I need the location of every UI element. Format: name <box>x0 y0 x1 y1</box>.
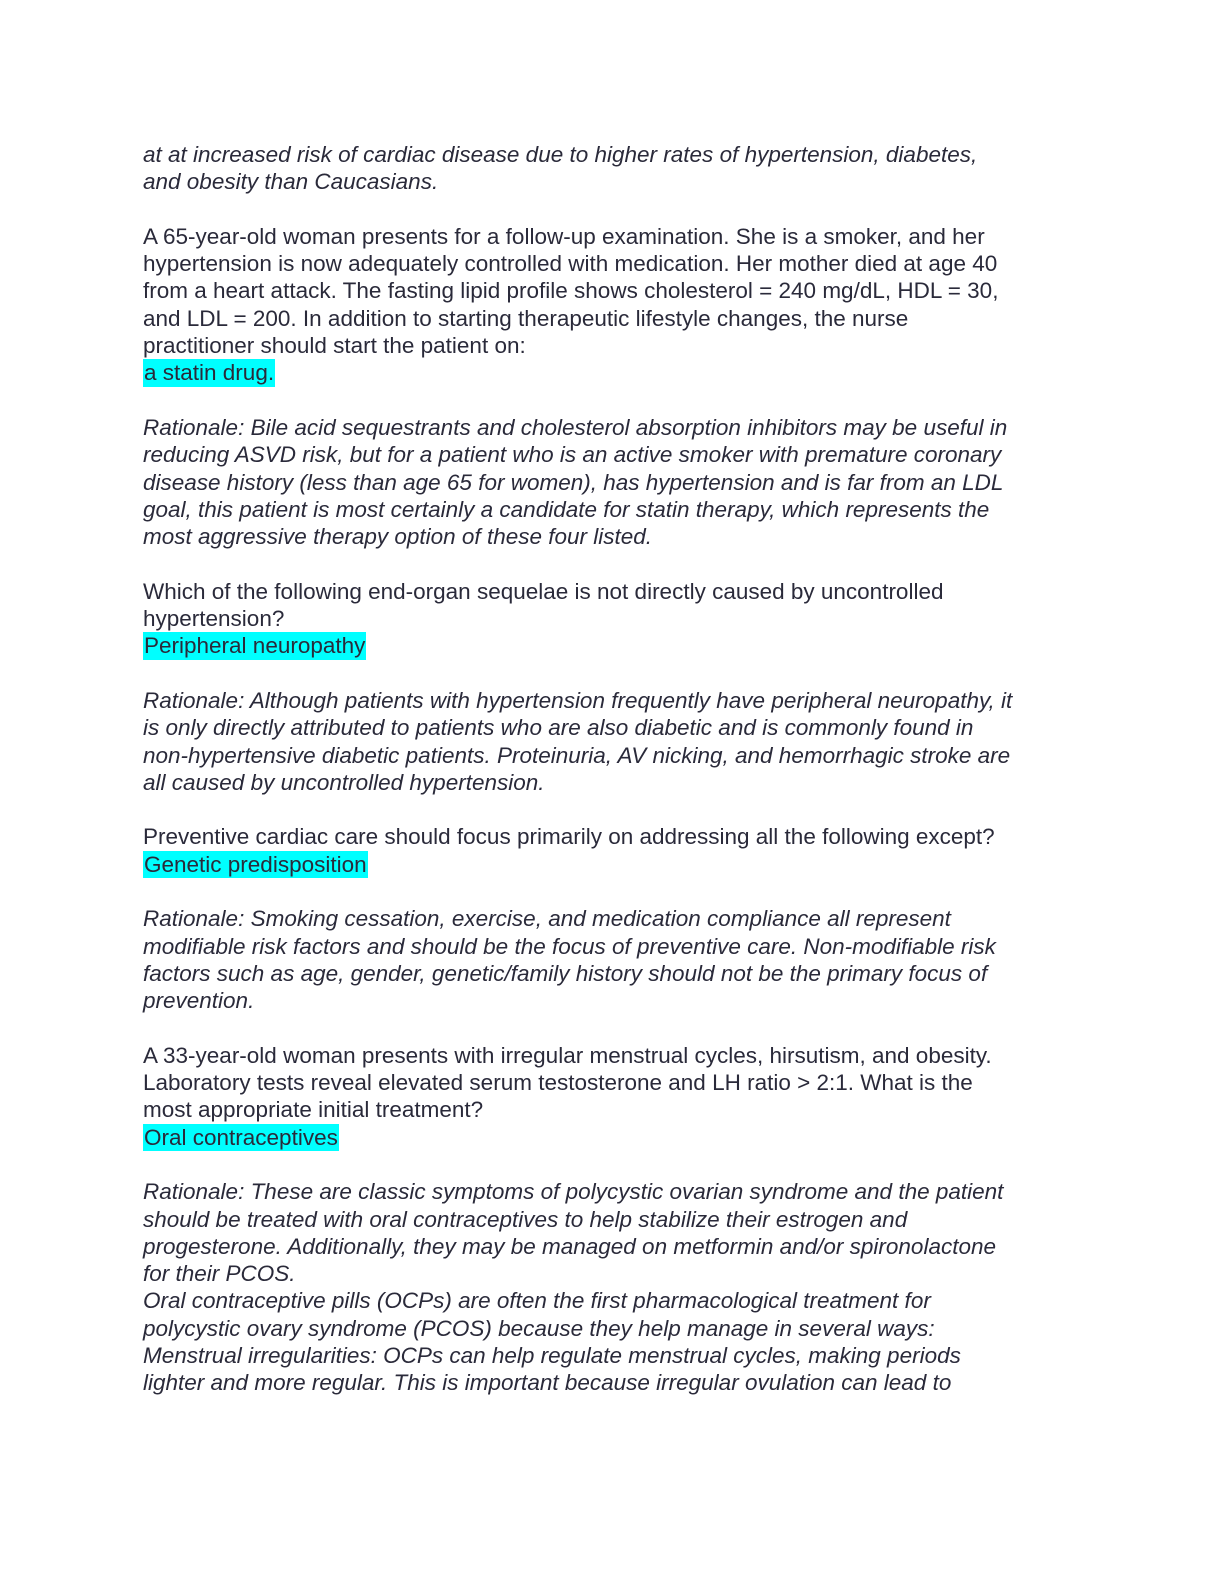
rationale-line: progesterone. Additionally, they may be managed on metformin and/or spironolactone <box>143 1233 997 1259</box>
rationale-line: Rationale: These are classic symptoms of polycystic ovarian syndrome and the patient <box>143 1179 1004 1205</box>
rationale-line: most aggressive therapy option of these four listed. <box>143 524 653 550</box>
question-paragraph <box>143 823 1083 878</box>
rationale-line: modifiable risk factors and should be the focus of preventive care. Non-modifiable risk <box>143 933 996 959</box>
rationale-paragraph <box>143 414 1083 550</box>
question-line: from a heart attack. The fasting lipid profile shows cholesterol = 240 mg/dL, HDL = 30, <box>143 278 999 304</box>
rationale-line: non-hypertensive diabetic patients. Proteinuria, AV nicking, and hemorrhagic stroke are <box>143 742 1011 768</box>
rationale-line: for their PCOS. <box>143 1261 296 1287</box>
rationale-line: disease history (less than age 65 for women), has hypertension and is far from an LDL <box>143 469 1004 495</box>
answer-line <box>143 851 1083 878</box>
answer-line <box>143 1124 1083 1151</box>
rationale-line: factors such as age, gender, genetic/family history should not be the primary focus of <box>143 960 988 986</box>
highlighted-answer: Genetic predisposition <box>144 851 367 877</box>
rationale-line: reducing ASVD risk, but for a patient who is an active smoker with premature coronary <box>143 442 1002 468</box>
rationale-line: and obesity than Caucasians. <box>143 169 439 195</box>
rationale-line: lighter and more regular. This is important because irregular ovulation can lead to <box>143 1370 952 1396</box>
rationale-line: goal, this patient is most certainly a candidate for statin therapy, which represents the <box>143 496 990 522</box>
rationale-paragraph <box>143 1178 1083 1396</box>
question-line: hypertension is now adequately controlled with medication. Her mother died at age 40 <box>143 251 998 277</box>
rationale-line: polycystic ovary syndrome (PCOS) because they help manage in several ways: <box>143 1315 935 1341</box>
question-line: Which of the following end-organ sequelae is not directly caused by uncontrolled <box>143 578 944 604</box>
rationale-line: Menstrual irregularities: OCPs can help regulate menstrual cycles, making periods <box>143 1343 961 1369</box>
rationale-line: should be treated with oral contraceptives to help stabilize their estrogen and <box>143 1206 908 1232</box>
document-body <box>143 141 1083 1397</box>
answer-line <box>143 632 1083 659</box>
question-line: Laboratory tests reveal elevated serum testosterone and LH ratio > 2:1. What is the <box>143 1070 973 1096</box>
rationale-line: prevention. <box>143 988 255 1014</box>
question-paragraph <box>143 1042 1083 1151</box>
question-line: Preventive cardiac care should focus primarily on addressing all the following except? <box>143 824 995 850</box>
question-line: practitioner should start the patient on: <box>143 333 526 359</box>
question-line: most appropriate initial treatment? <box>143 1097 484 1123</box>
rationale-line: Rationale: Bile acid sequestrants and cholesterol absorption inhibitors may be useful in <box>143 414 1008 440</box>
highlighted-answer: Peripheral neuropathy <box>144 633 366 659</box>
question-paragraph <box>143 578 1083 660</box>
highlighted-answer: a statin drug. <box>144 360 275 386</box>
rationale-paragraph <box>143 905 1083 1014</box>
rationale-line: Oral contraceptive pills (OCPs) are often the first pharmacological treatment for <box>143 1288 931 1314</box>
highlighted-answer: Oral contraceptives <box>144 1124 338 1150</box>
rationale-line: all caused by uncontrolled hypertension. <box>143 769 545 795</box>
rationale-paragraph <box>143 687 1083 796</box>
rationale-line: Rationale: Although patients with hypertension frequently have peripheral neuropathy, it <box>143 687 1013 713</box>
rationale-line: Rationale: Smoking cessation, exercise, and medication compliance all represent <box>143 906 951 932</box>
rationale-paragraph <box>143 141 1083 196</box>
answer-line <box>143 359 1083 386</box>
question-line: and LDL = 200. In addition to starting therapeutic lifestyle changes, the nurse <box>143 305 909 331</box>
rationale-line: is only directly attributed to patients who are also diabetic and is commonly found in <box>143 715 974 741</box>
question-paragraph <box>143 223 1083 387</box>
question-line: A 33-year-old woman presents with irregular menstrual cycles, hirsutism, and obesity. <box>143 1042 992 1068</box>
question-line: A 65-year-old woman presents for a follow-up examination. She is a smoker, and her <box>143 223 985 249</box>
rationale-line: at at increased risk of cardiac disease due to higher rates of hypertension, diabetes, <box>143 142 978 167</box>
question-line: hypertension? <box>143 606 285 632</box>
